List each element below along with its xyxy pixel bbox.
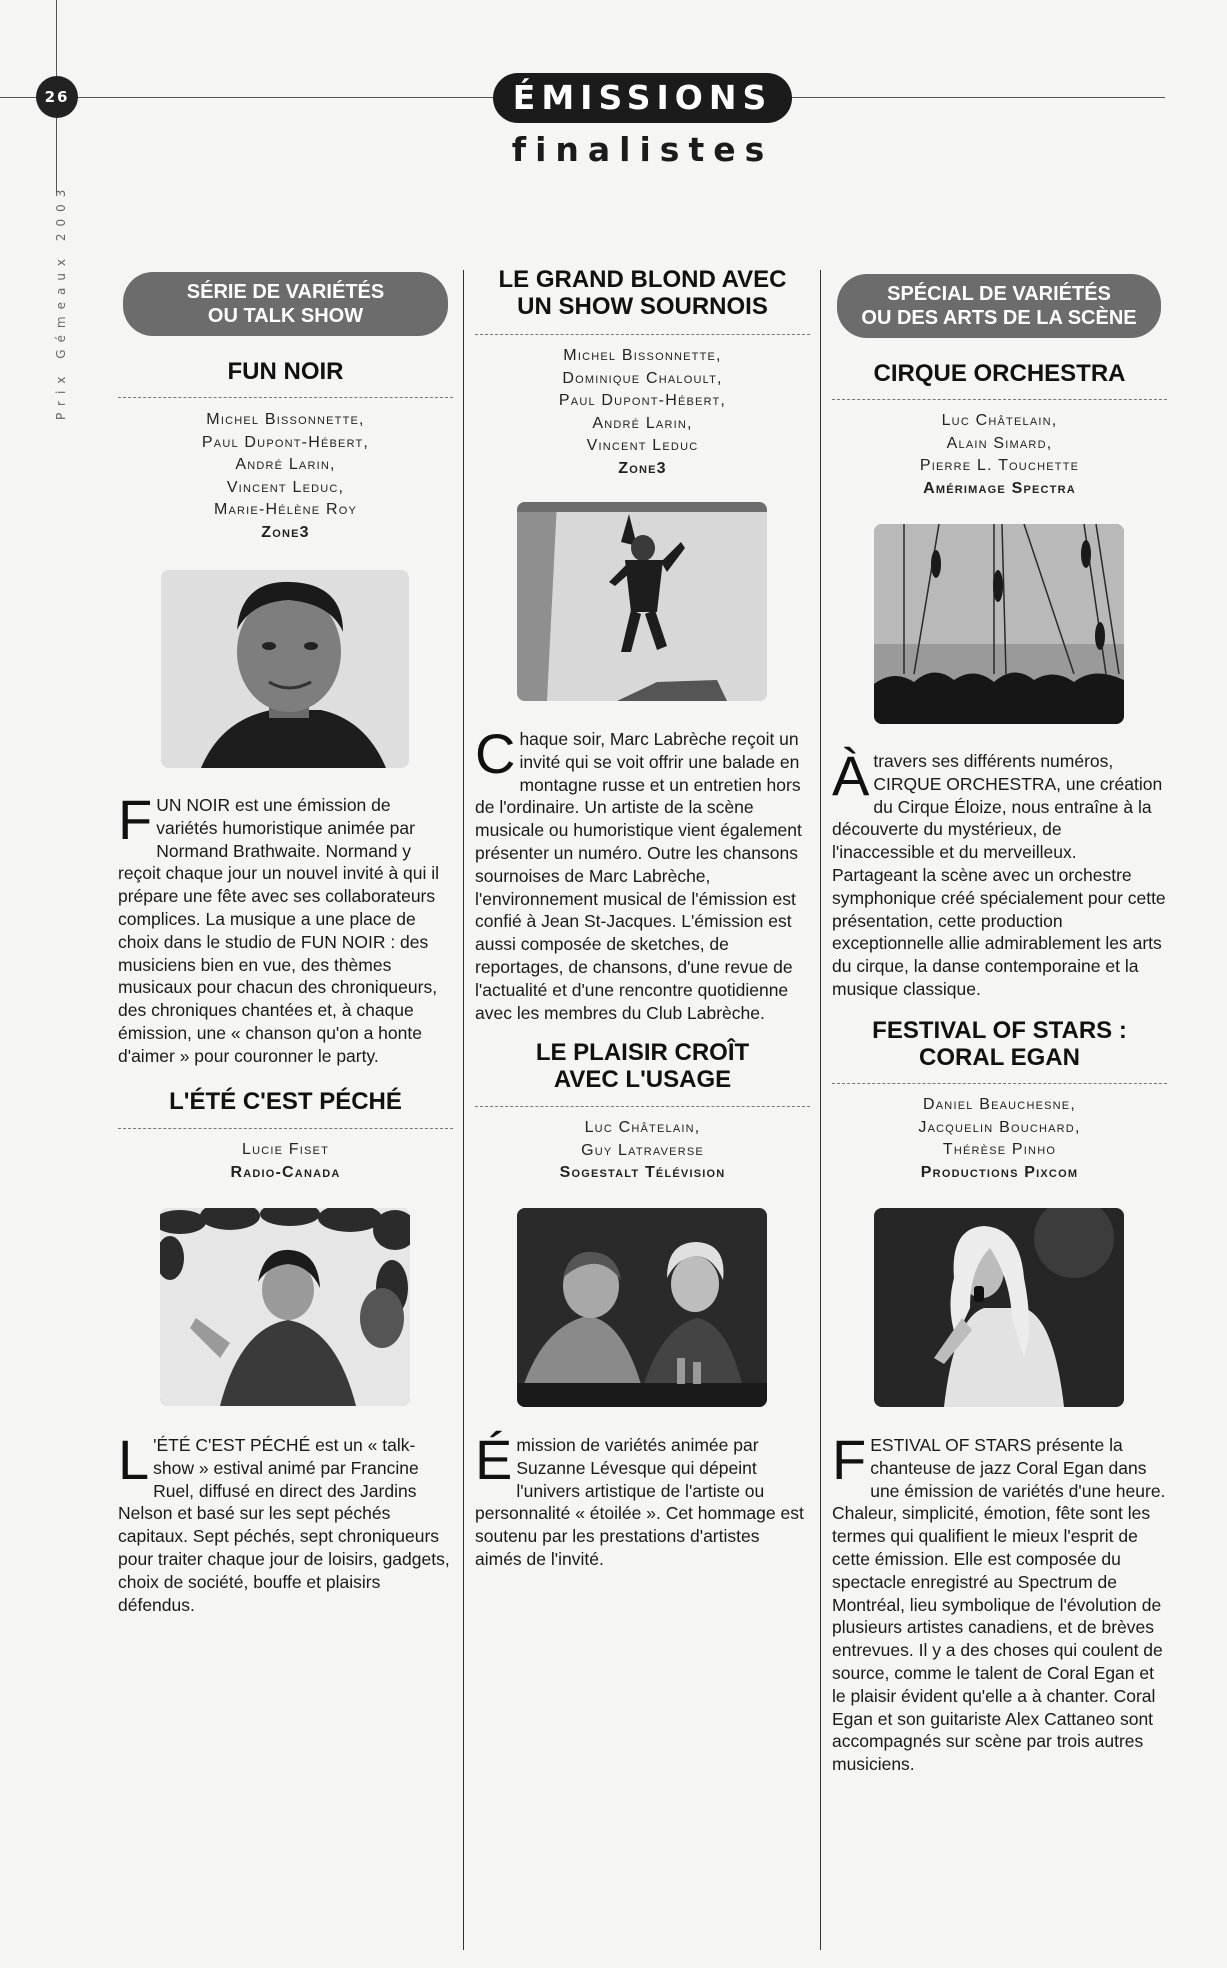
entry-title: FUN NOIR [227, 358, 344, 385]
column-divider [463, 270, 464, 1950]
photo-festival-of-stars [874, 1208, 1124, 1407]
drop-cap: L [118, 1428, 150, 1491]
side-label: Prix Gémeaux 2003 [54, 182, 68, 420]
credits: Lucie Fiset Radio-Canada [118, 1139, 453, 1184]
photo-ete-peche [160, 1208, 410, 1406]
drop-cap: F [832, 1428, 867, 1491]
credits: Daniel Beauchesne, Jacquelin Bouchard, Thérèse Pinho Productions Pixcom [832, 1094, 1167, 1184]
production-company: Radio-Canada [230, 1163, 341, 1181]
photo-grand-blond [517, 502, 767, 701]
dashed-divider [475, 334, 810, 335]
credits: Luc Châtelain, Guy Latraverse Sogestalt Télévision [475, 1117, 810, 1185]
credits: Luc Châtelain, Alain Simard, Pierre L. Touchette Amérimage Spectra [832, 410, 1167, 500]
credits: Michel Bissonnette, Dominique Chaloult, Paul Dupont-Hébert, André Larin, Vincent Leduc Zone3 [475, 345, 810, 480]
production-company: Sogestalt Télévision [559, 1164, 726, 1181]
drop-cap: C [475, 722, 516, 785]
production-company: Zone3 [261, 523, 310, 541]
page-subtitle: finalistes [511, 130, 774, 169]
entry-title: L'ÉTÉ C'EST PÉCHÉ [169, 1088, 402, 1115]
drop-cap: É [475, 1428, 513, 1491]
page-title: ÉMISSIONS [493, 73, 792, 123]
entry-description: À travers ses différents numéros, CIRQUE ORCHESTRA, une création du Cirque Éloize, nous entraîne à la découverte du mystérieux, de l'inaccessible et du merveilleux. Partageant la scène avec un orchestre symphonique créé spécialement pour cette présentation, cette production exceptionnelle allie admirablement les arts du cirque, la danse contemporaine et la musique classique. [832, 744, 1166, 999]
drop-cap: F [118, 788, 153, 851]
dashed-divider [475, 1106, 810, 1107]
production-company: Zone3 [618, 459, 667, 477]
entry-description: Chaque soir, Marc Labrèche reçoit un invité qui se voit offrir une balade en montagne russe et un entretien hors de l'ordinaire. Un artiste de la scène musicale ou humoristique vient également présenter un numéro. Outre les chansons sournoises de Marc Labrèche, l'environnement musical de l'émission est confié à Jean St-Jacques. L'émission est aussi composée de sketches, de reportages, de chansons, d'une revue de l'actualité et d'une rencontre quotidienne avec les membres du Club Labrèche. [475, 722, 802, 1023]
entry-title: LE PLAISIR CROÎT AVEC L'USAGE [535, 1039, 750, 1093]
photo-fun-noir [161, 570, 409, 768]
production-company: Amérimage Spectra [923, 479, 1076, 497]
dashed-divider [118, 397, 453, 398]
category-pill: SÉRIE DE VARIÉTÉS OU TALK SHOW [123, 272, 448, 336]
credits: Michel Bissonnette, Paul Dupont-Hébert, André Larin, Vincent Leduc, Marie-Hélène Roy Zone3 [118, 409, 453, 544]
dashed-divider [118, 1128, 453, 1129]
entry-description: L 'ÉTÉ C'EST PÉCHÉ est un « talk-show » estival animé par Francine Ruel, diffusé en direct des Jardins Nelson et basé sur les sept péchés capitaux. Sept péchés, sept chroniqueurs pour traiter chaque jour de loisirs, gadgets, choix de société, bouffe et plaisirs défendus. [118, 1428, 450, 1615]
dashed-divider [832, 399, 1167, 400]
page-number: 26 [36, 76, 78, 118]
category-pill: SPÉCIAL DE VARIÉTÉS OU DES ARTS DE LA SCÈNE [837, 274, 1161, 338]
entry-description: Émission de variétés animée par Suzanne Lévesque qui dépeint l'univers artistique de l'artiste ou personnalité « étoilée ». Cet hommage est soutenu par les prestations d'artistes aimés de l'invité. [475, 1428, 804, 1569]
photo-cirque-orchestra [874, 524, 1124, 724]
photo-plaisir-croit [517, 1208, 767, 1407]
dashed-divider [832, 1083, 1167, 1084]
entry-description: FESTIVAL OF STARS présente la chanteuse de jazz Coral Egan dans une émission de variétés d'une heure. Chaleur, simplicité, émotion, fête sont les termes qui qualifient le mieux l'esprit de cette émission. Elle est composée du spectacle enregistré au Spectrum de Montréal, lieu symbolique de l'évolution de plusieurs artistes canadiens, et de brèves entrevues. Il y a des choses qui coulent de source, comme le talent de Coral Egan et le plaisir évident qu'elle a à chanter. Coral Egan et son guitariste Alex Cattaneo sont accompagnés sur scène par trois autres musiciens. [832, 1428, 1166, 1775]
entry-title: LE GRAND BLOND AVEC UN SHOW SOURNOIS [498, 266, 787, 320]
drop-cap: À [832, 744, 870, 807]
entry-title: FESTIVAL OF STARS : CORAL EGAN [872, 1017, 1127, 1071]
entry-title: CIRQUE ORCHESTRA [873, 360, 1126, 387]
column-divider [820, 270, 821, 1950]
entry-description: FUN NOIR est une émission de variétés humoristique animée par Normand Brathwaite. Normand y reçoit chaque jour un nouvel invité à qui il prépare une fête avec ses collaborateurs complices. La musique a une place de choix dans le studio de FUN NOIR : des musiciens bien en vue, des thèmes musicaux pour chacun des chroniqueurs, des chroniques chantées et, à chaque émission, une « chanson qu'on a honte d'aimer » pour couronner le party. [118, 788, 440, 1066]
production-company: Productions Pixcom [920, 1163, 1079, 1181]
